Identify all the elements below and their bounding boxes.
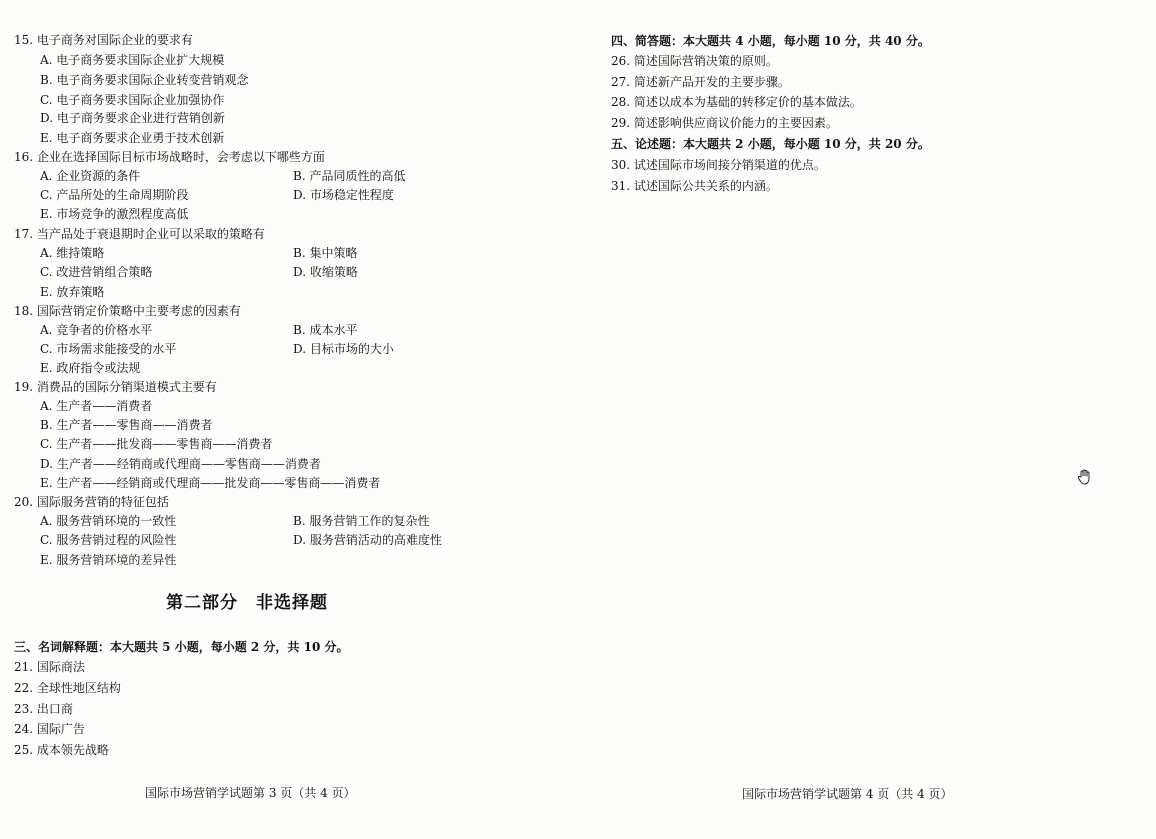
q31-item: 31. 试述国际公共关系的内涵。 — [611, 179, 778, 193]
q20-option-d: D. 服务营销活动的高难度性 — [293, 533, 442, 547]
q28-item: 28. 简述以成本为基础的转移定价的基本做法。 — [611, 95, 862, 109]
q19-option-b: B. 生产者——零售商——消费者 — [40, 418, 213, 432]
q22-item: 22. 全球性地区结构 — [14, 681, 121, 695]
q15-option-a: A. 电子商务要求国际企业扩大规模 — [40, 53, 225, 67]
q16-option-a: A. 企业资源的条件 — [40, 169, 141, 183]
q18-option-b: B. 成本水平 — [293, 323, 358, 337]
q26-item: 26. 简述国际营销决策的原则。 — [611, 54, 778, 68]
q27-item: 27. 简述新产品开发的主要步骤。 — [611, 75, 790, 89]
left-footer: 国际市场营销学试题第 3 页（共 4 页） — [145, 786, 356, 800]
q17-option-b: B. 集中策略 — [293, 246, 358, 260]
q29-item: 29. 简述影响供应商议价能力的主要因素。 — [611, 116, 838, 130]
q17-stem: 17. 当产品处于衰退期时企业可以采取的策略有 — [14, 227, 265, 241]
q19-option-a: A. 生产者——消费者 — [40, 399, 153, 413]
right-page — [578, 0, 1156, 839]
q15-option-e: E. 电子商务要求企业勇于技术创新 — [40, 131, 225, 145]
q18-option-c: C. 市场需求能接受的水平 — [40, 342, 177, 356]
part-two-title: 第二部分 非选择题 — [166, 593, 328, 613]
q17-option-d: D. 收缩策略 — [293, 265, 358, 279]
q20-option-a: A. 服务营销环境的一致性 — [40, 514, 177, 528]
section5-header: 五、论述题：本大题共 2 小题，每小题 10 分，共 20 分。 — [611, 137, 930, 151]
q18-stem: 18. 国际营销定价策略中主要考虑的因素有 — [14, 304, 241, 318]
q16-option-c: C. 产品所处的生命周期阶段 — [40, 188, 189, 202]
q16-option-b: B. 产品同质性的高低 — [293, 169, 406, 183]
q25-item: 25. 成本领先战略 — [14, 743, 109, 757]
q18-option-a: A. 竞争者的价格水平 — [40, 323, 153, 337]
q16-option-d: D. 市场稳定性程度 — [293, 188, 394, 202]
q30-item: 30. 试述国际市场间接分销渠道的优点。 — [611, 158, 826, 172]
q19-option-c: C. 生产者——批发商——零售商——消费者 — [40, 437, 273, 451]
q20-option-c: C. 服务营销过程的风险性 — [40, 533, 177, 547]
section4-header: 四、简答题：本大题共 4 小题，每小题 10 分，共 40 分。 — [611, 34, 930, 48]
right-footer: 国际市场营销学试题第 4 页（共 4 页） — [742, 787, 953, 801]
q15-stem: 15. 电子商务对国际企业的要求有 — [14, 33, 193, 47]
q16-option-e: E. 市场竞争的激烈程度高低 — [40, 207, 189, 221]
q23-item: 23. 出口商 — [14, 702, 73, 716]
q17-option-a: A. 维持策略 — [40, 246, 105, 260]
q18-option-d: D. 目标市场的大小 — [293, 342, 394, 356]
q19-stem: 19. 消费品的国际分销渠道模式主要有 — [14, 380, 217, 394]
q20-option-b: B. 服务营销工作的复杂性 — [293, 514, 430, 528]
q21-item: 21. 国际商法 — [14, 660, 85, 674]
q20-stem: 20. 国际服务营销的特征包括 — [14, 495, 169, 509]
q15-option-d: D. 电子商务要求企业进行营销创新 — [40, 111, 225, 125]
q19-option-e: E. 生产者——经销商或代理商——批发商——零售商——消费者 — [40, 476, 381, 490]
q16-stem: 16. 企业在选择国际目标市场战略时，会考虑以下哪些方面 — [14, 150, 325, 164]
section3-header: 三、名词解释题：本大题共 5 小题，每小题 2 分，共 10 分。 — [14, 640, 349, 654]
hand-cursor-icon — [1076, 468, 1094, 486]
q24-item: 24. 国际广告 — [14, 722, 85, 736]
q17-option-c: C. 改进营销组合策略 — [40, 265, 153, 279]
q19-option-d: D. 生产者——经销商或代理商——零售商——消费者 — [40, 457, 321, 471]
q15-option-c: C. 电子商务要求国际企业加强协作 — [40, 93, 225, 107]
q18-option-e: E. 政府指令或法规 — [40, 361, 141, 375]
q15-option-b: B. 电子商务要求国际企业转变营销观念 — [40, 73, 249, 87]
q17-option-e: E. 放弃策略 — [40, 285, 105, 299]
q20-option-e: E. 服务营销环境的差异性 — [40, 553, 177, 567]
